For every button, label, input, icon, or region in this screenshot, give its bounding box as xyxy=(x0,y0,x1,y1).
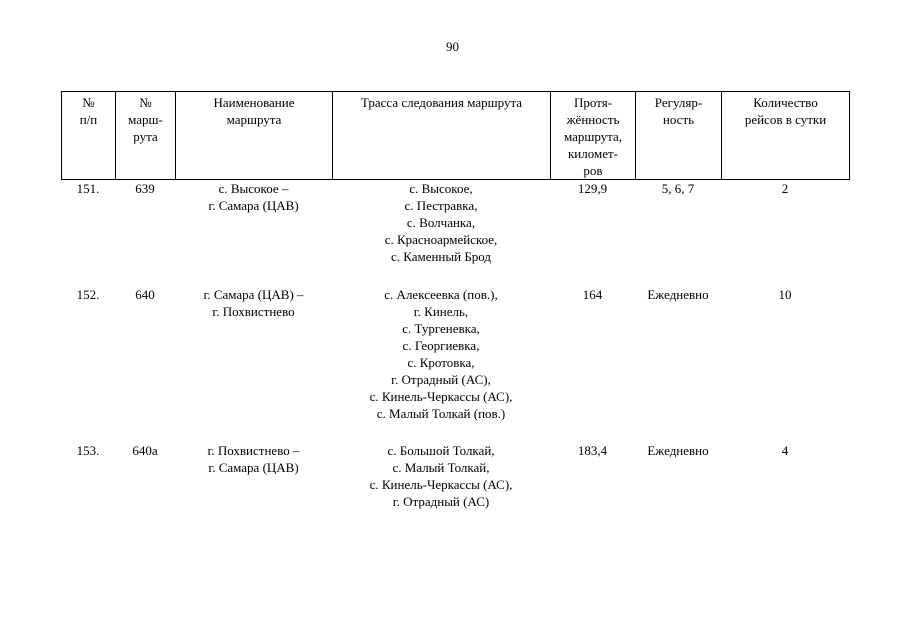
page-number: 90 xyxy=(446,39,459,54)
text-line: маршрута xyxy=(226,112,282,127)
text-line: ров xyxy=(583,163,603,178)
route-path xyxy=(332,286,550,422)
text-line: г. Кинель, xyxy=(413,304,469,319)
text-line: с. Волчанка, xyxy=(406,215,476,230)
route-number: 640а xyxy=(132,443,158,458)
text-line: с. Алексеевка (пов.), xyxy=(384,287,498,302)
text-line: с. Малый Толкай (пов.) xyxy=(376,406,506,421)
text-line: г. Самара (ЦАВ) xyxy=(208,198,299,213)
route-number: 639 xyxy=(135,181,155,196)
row-number: 152. xyxy=(76,287,100,302)
text-line: с. Кинель-Черкассы (АС), xyxy=(369,477,513,492)
text-line: с. Малый Толкай, xyxy=(392,460,490,475)
route-length: 183,4 xyxy=(577,443,608,458)
route-regularity: Ежедневно xyxy=(647,287,709,302)
route-path xyxy=(332,442,550,510)
route-trips: 10 xyxy=(778,287,792,302)
text-line: с. Тургеневка, xyxy=(402,321,480,336)
route-length: 164 xyxy=(582,287,603,302)
route-regularity: Ежедневно xyxy=(647,443,709,458)
text-line: Наименование xyxy=(213,95,295,110)
text-line: маршрута, xyxy=(563,129,623,144)
header-route-name xyxy=(176,92,333,180)
text-line: г. Самара (ЦАВ) xyxy=(208,460,299,475)
route-name xyxy=(175,180,332,214)
text-line: г. Похвистнево – xyxy=(207,443,300,458)
text-line: Трасса следования маршрута xyxy=(360,95,523,110)
route-length: 129,9 xyxy=(577,181,608,196)
route-name xyxy=(175,442,332,476)
route-trips: 2 xyxy=(781,181,789,196)
text-line: с. Высокое, xyxy=(409,181,473,196)
text-line: № xyxy=(82,95,95,110)
text-line: с. Высокое – xyxy=(218,181,289,196)
text-line: п/п xyxy=(79,112,98,127)
text-line: с. Кротовка, xyxy=(407,355,475,370)
text-line: г. Отрадный (АС), xyxy=(391,372,491,387)
text-line: с. Каменный Брод xyxy=(390,249,492,264)
text-line: г. Самара (ЦАВ) – xyxy=(203,287,304,302)
text-line: Регуляр- xyxy=(654,95,703,110)
header-trips-per-day xyxy=(722,92,850,180)
text-line: марш- xyxy=(128,112,163,127)
text-line: с. Кинель-Черкассы (АС), xyxy=(369,389,513,404)
text-line: ность xyxy=(662,112,695,127)
text-line: с. Георгиевка, xyxy=(402,338,480,353)
row-number: 151. xyxy=(76,181,100,196)
route-regularity: 5, 6, 7 xyxy=(661,181,695,196)
text-line: Количество xyxy=(753,95,818,110)
text-line: с. Большой Толкай, xyxy=(387,443,495,458)
row-number: 153. xyxy=(76,443,100,458)
header-route-length xyxy=(551,92,636,180)
table-header xyxy=(61,91,850,180)
text-line: № xyxy=(139,95,152,110)
text-line: километ- xyxy=(567,146,619,161)
header-number xyxy=(62,92,116,180)
header-route-number xyxy=(116,92,176,180)
text-line: жённость xyxy=(566,112,620,127)
route-path xyxy=(332,180,550,265)
text-line: Протя- xyxy=(573,95,613,110)
header-route-path xyxy=(333,92,551,180)
header-regularity xyxy=(636,92,722,180)
route-trips: 4 xyxy=(781,443,789,458)
text-line: г. Отрадный (АС) xyxy=(392,494,490,509)
route-number: 640 xyxy=(135,287,155,302)
text-line: рута xyxy=(133,129,158,144)
text-line: с. Красноармейское, xyxy=(384,232,498,247)
text-line: г. Похвистнево xyxy=(212,304,295,319)
text-line: рейсов в сутки xyxy=(744,112,827,127)
text-line: с. Пестравка, xyxy=(404,198,478,213)
route-name xyxy=(175,286,332,320)
